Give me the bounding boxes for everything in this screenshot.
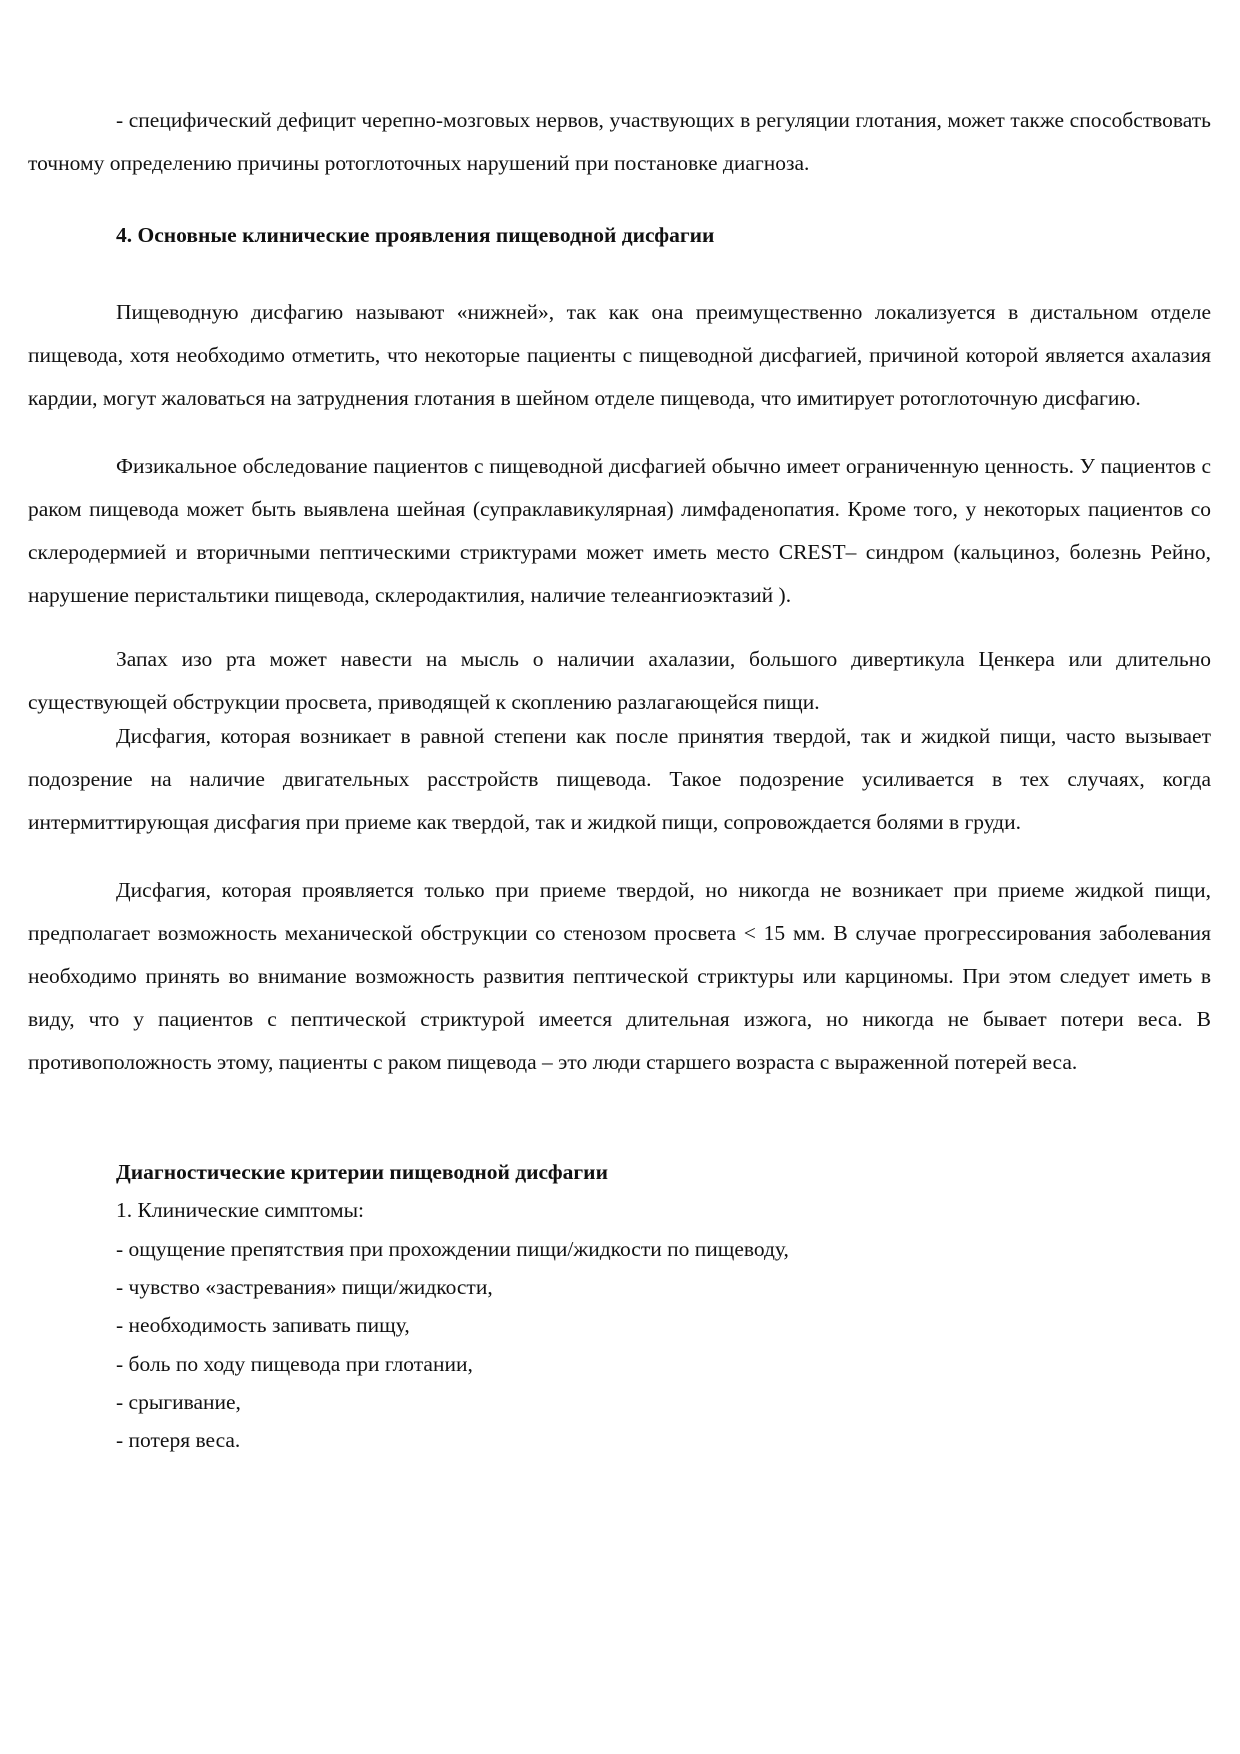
criteria-item: - необходимость запивать пищу, xyxy=(116,1313,410,1337)
criteria-item: - боль по ходу пищевода при глотании, xyxy=(116,1352,473,1376)
criteria-item: - потеря веса. xyxy=(116,1428,241,1452)
criteria-heading: Диагностические критерии пищеводной дисфагии xyxy=(116,1160,608,1184)
intro-paragraph: - специфический дефицит черепно-мозговых нервов, участвующих в регуляции глотания, может также способствовать точному определению причины ротоглоточных нарушений при постановке диагноза. xyxy=(28,108,1211,175)
paragraph-mechanical-obstruction: Дисфагия, которая проявляется только при приеме твердой, но никогда не возникает при приеме жидкой пищи, предполагает возможность механической обструкции со стенозом просвета < 15 мм. В случае прогрессирования заболевания необходимо принять во внимание возможность развития пептической стриктуры или карциномы. При этом следует иметь в виду, что у пациентов с пептической стриктурой имеется длительная изжога, но никогда не бывает потери веса. В противоположность этому, пациенты с раком пищевода – это люди старшего возраста с выраженной потерей веса. xyxy=(28,878,1211,1074)
paragraph-breath-odor: Запах изо рта может навести на мысль о наличии ахалазии, большого дивертикула Ценкера или длительно существующей обструкции просвета, приводящей к скоплению разлагающейся пищи. xyxy=(28,647,1211,714)
paragraph-lower-dysphagia: Пищеводную дисфагию называют «нижней», так как она преимущественно локализуется в дистальном отделе пищевода, хотя необходимо отметить, что некоторые пациенты с пищеводной дисфагией, причиной которой является ахалазия кардии, могут жаловаться на затруднения глотания в шейном отделе пищевода, что имитирует ротоглоточную дисфагию. xyxy=(28,300,1211,410)
criteria-item: - срыгивание, xyxy=(116,1390,241,1414)
criteria-item: - ощущение препятствия при прохождении пищи/жидкости по пищеводу, xyxy=(116,1237,789,1261)
section-heading: 4. Основные клинические проявления пищеводной дисфагии xyxy=(116,223,715,247)
criteria-list-title: 1. Клинические симптомы: xyxy=(116,1198,365,1222)
paragraph-physical-exam: Физикальное обследование пациентов с пищеводной дисфагией обычно имеет ограниченную ценность. У пациентов с раком пищевода может быть выявлена шейная (супраклавикулярная) лимфаденопатия. Кроме того, у некоторых пациентов со склеродермией и вторичными пептическими стриктурами может иметь место CREST– синдром (кальциноз, болезнь Рейно, нарушение перистальтики пищевода, склеродактилия, наличие телеангиоэктазий ). xyxy=(28,454,1211,607)
paragraph-motility-disorders: Дисфагия, которая возникает в равной степени как после принятия твердой, так и жидкой пищи, часто вызывает подозрение на наличие двигательных расстройств пищевода. Такое подозрение усиливается в тех случаях, когда интермиттирующая дисфагия при приеме как твердой, так и жидкой пищи, сопровождается болями в груди. xyxy=(28,724,1211,834)
criteria-item: - чувство «застревания» пищи/жидкости, xyxy=(116,1275,493,1299)
